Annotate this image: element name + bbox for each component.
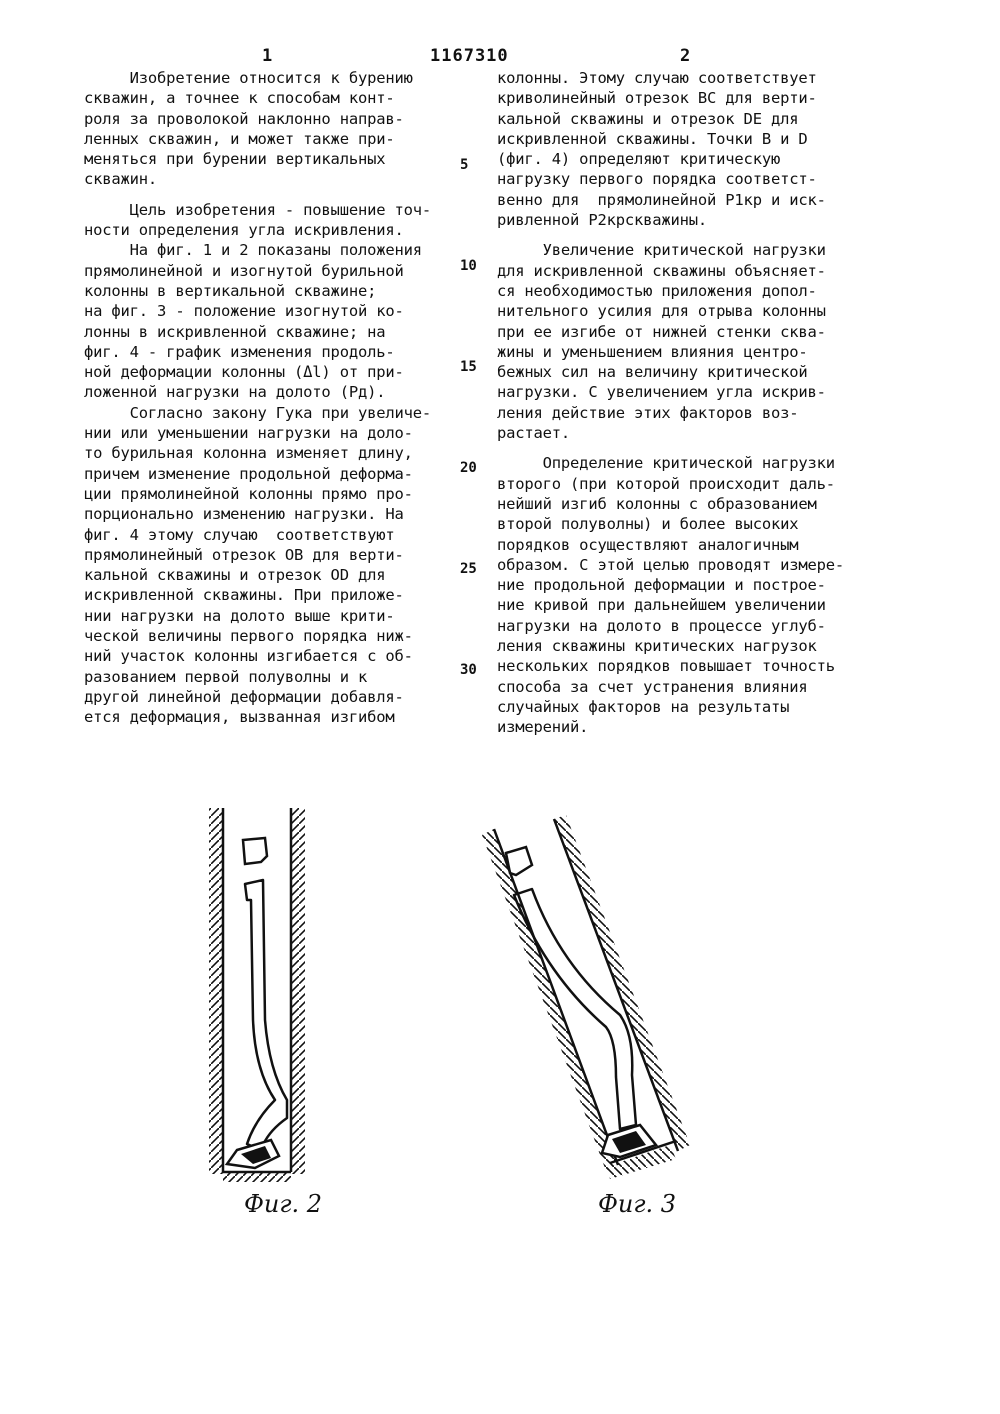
pipe-upper-segment: [243, 838, 267, 864]
text-line: Согласно закону Гука при увеличе-: [84, 403, 432, 422]
text-line: нии нагрузки на долото выше крити-: [84, 606, 395, 625]
text-line: ний участок колонны изгибается с об-: [84, 647, 413, 666]
text-line: прямолинейный отрезок OB для верти-: [84, 545, 404, 564]
text-line: прямолинейной и изогнутой бурильной: [84, 261, 404, 280]
paragraph: [497, 453, 882, 737]
figure-3-inclined-well-drawing: [470, 815, 700, 1185]
text-line: нагрузки. С увеличением угла искрив-: [497, 383, 826, 402]
text-line: искривленной скважины. Точки B и D: [497, 129, 808, 148]
text-line: нагрузку первого порядка соответст-: [497, 170, 817, 189]
right-column-number: 2: [680, 46, 692, 66]
paragraph: [84, 68, 454, 190]
text-line: роля за проволокой наклонно направ-: [84, 109, 404, 128]
paragraph: [84, 200, 454, 241]
text-line: ной деформации колонны (Δl) от при-: [84, 363, 404, 382]
text-line: Увеличение критической нагрузки: [497, 241, 826, 260]
upper-wall-hatching: [554, 815, 690, 1151]
line-number: 10: [460, 258, 477, 274]
text-line: Изобретение относится к бурению: [84, 69, 413, 87]
text-line: (фиг. 4) определяют критическую: [497, 150, 781, 169]
patent-number: 1167310: [430, 46, 509, 66]
text-line: ления скважины критических нагрузок: [497, 637, 817, 656]
text-line: ческой величины первого порядка ниж-: [84, 627, 413, 646]
upper-wall-line: [554, 819, 678, 1151]
text-line: порядков осуществляют аналогичным: [497, 535, 799, 554]
text-line: бежных сил на величину критической: [497, 363, 808, 382]
text-line: Определение критической нагрузки: [497, 454, 835, 473]
text-line: порционально изменению нагрузки. На: [84, 505, 404, 524]
text-line: на фиг. 3 - положение изогнутой ко-: [84, 302, 404, 321]
text-line: разованием первой полуволны и к: [84, 667, 368, 686]
text-line: ложенной нагрузки на долото (Pд).: [84, 383, 386, 402]
text-line: ется деформация, вызванная изгибом: [84, 708, 395, 727]
text-line: то бурильная колонна изменяет длину,: [84, 444, 413, 463]
left-column-number: 1: [262, 46, 274, 66]
text-line: меняться при бурении вертикальных: [84, 150, 386, 169]
text-line: На фиг. 1 и 2 показаны положения: [84, 241, 422, 260]
text-line: второй полуволны) и более высоких: [497, 515, 799, 534]
text-line: нии или уменьшении нагрузки на доло-: [84, 424, 413, 443]
line-number: 20: [460, 460, 477, 476]
left-text-column: [84, 68, 454, 728]
bent-drill-string: [514, 889, 636, 1129]
text-line: искривленной скважины. При приложе-: [84, 586, 404, 605]
figure-3-caption: Фиг. 3: [598, 1190, 677, 1218]
bent-drill-string: [245, 880, 287, 1150]
text-line: жины и уменьшением влияния центро-: [497, 342, 808, 361]
line-number: 25: [460, 561, 477, 577]
pipe-upper-segment: [506, 847, 532, 875]
text-line: образом. С этой целью проводят измере-: [497, 555, 845, 574]
text-line: колонны. Этому случаю соответствует: [497, 69, 817, 87]
text-line: кальной скважины и отрезок OD для: [84, 566, 386, 585]
right-wall-hatching: [291, 808, 305, 1174]
text-line: Цель изобретения - повышение точ-: [84, 200, 432, 219]
text-line: венно для прямолинейной P1кр и иск-: [497, 190, 826, 209]
text-line: второго (при которой происходит даль-: [497, 474, 835, 493]
text-line: способа за счет устранения влияния: [497, 677, 808, 696]
text-line: причем изменение продольной деформа-: [84, 464, 413, 483]
text-line: нительного усилия для отрыва колонны: [497, 302, 826, 321]
right-text-column: [497, 68, 882, 738]
text-line: при ее изгибе от нижней стенки сква-: [497, 322, 826, 341]
text-line: ности определения угла искривления.: [84, 221, 404, 240]
lower-wall-hatching: [482, 829, 618, 1171]
text-line: ние продольной деформации и построе-: [497, 576, 826, 595]
text-line: ления действие этих факторов воз-: [497, 403, 799, 422]
text-line: криволинейный отрезок BC для верти-: [497, 89, 817, 108]
line-number: 5: [460, 157, 469, 173]
line-number: 30: [460, 662, 477, 678]
text-line: ривленной P2крскважины.: [497, 211, 708, 230]
text-line: измерений.: [497, 718, 589, 737]
paragraph: [497, 240, 882, 443]
paragraph: [497, 68, 882, 230]
text-line: для искривленной скважины объясняет-: [497, 261, 826, 280]
left-wall-hatching: [209, 808, 223, 1174]
text-line: нескольких порядков повышает точность: [497, 657, 835, 676]
text-line: ленных скважин, и может также при-: [84, 129, 395, 148]
text-line: ции прямолинейной колонны прямо про-: [84, 484, 413, 503]
line-number: 15: [460, 359, 477, 375]
text-line: колонны в вертикальной скважине;: [84, 281, 377, 300]
text-line: случайных факторов на результаты: [497, 697, 790, 716]
figure-2-vertical-well-drawing: [195, 800, 315, 1185]
paragraph: [84, 403, 454, 728]
text-line: фиг. 4 - график изменения продоль-: [84, 342, 395, 361]
text-line: скважин, а точнее к способам конт-: [84, 89, 395, 108]
paragraph: [84, 240, 454, 402]
figure-2-caption: Фиг. 2: [244, 1190, 323, 1218]
text-line: лонны в искривленной скважине; на: [84, 322, 386, 341]
text-line: скважин.: [84, 170, 158, 189]
text-line: ние кривой при дальнейшем увеличении: [497, 596, 826, 615]
text-line: ся необходимостью приложения допол-: [497, 281, 817, 300]
text-line: кальной скважины и отрезок DE для: [497, 109, 799, 128]
bottom-hatching: [223, 1172, 291, 1182]
text-line: фиг. 4 этому случаю соответствуют: [84, 525, 395, 544]
text-line: нейший изгиб колонны с образованием: [497, 494, 817, 513]
text-line: нагрузки на долото в процессе углуб-: [497, 616, 826, 635]
text-line: растает.: [497, 424, 571, 443]
text-line: другой линейной деформации добавля-: [84, 687, 404, 706]
